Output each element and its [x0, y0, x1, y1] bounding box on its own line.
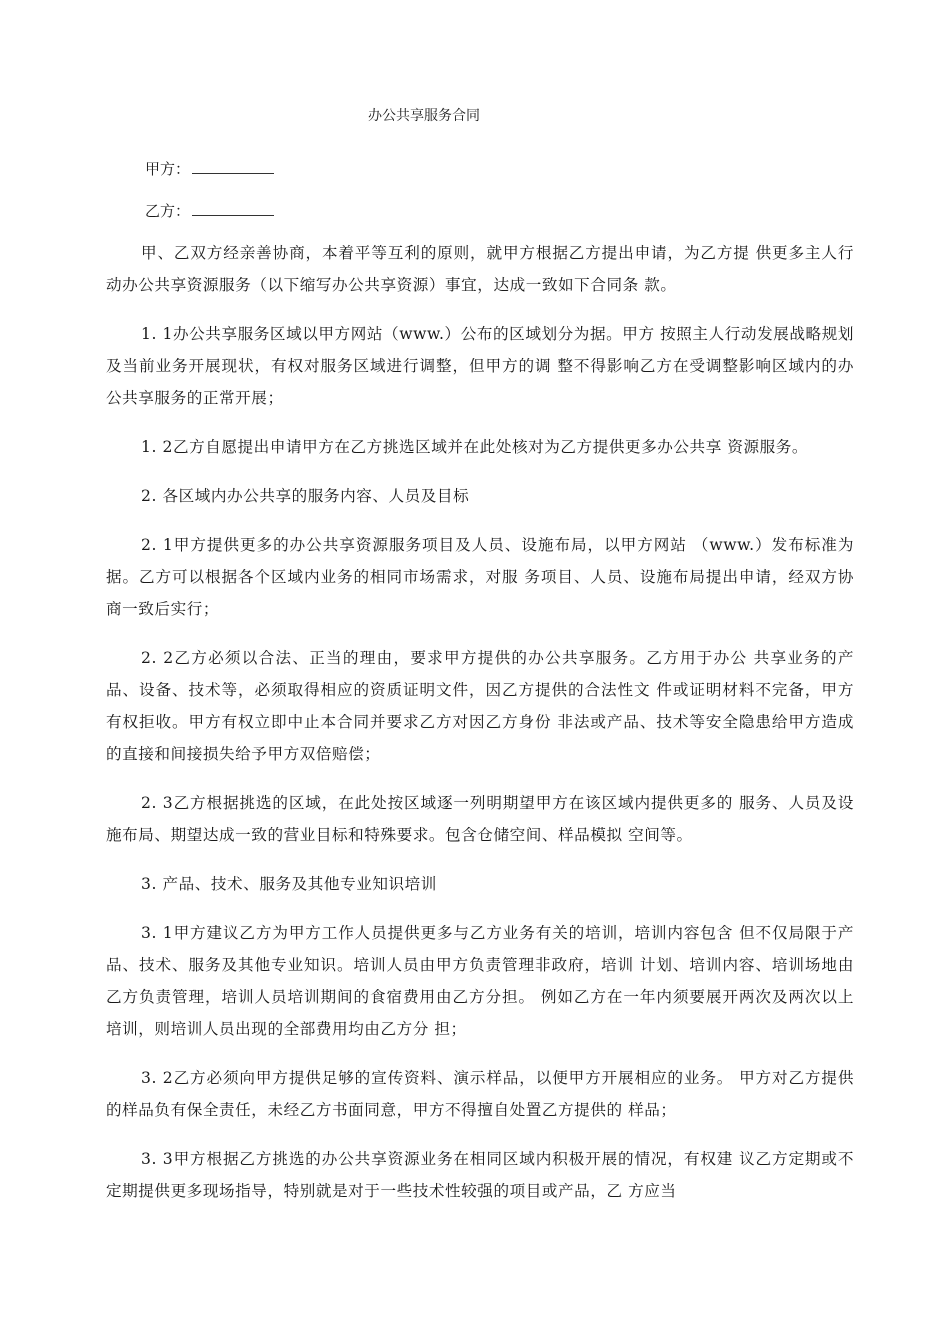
paragraph-1-2: 1. 2乙方自愿提出申请甲方在乙方挑选区域并在此处核对为乙方提供更多办公共享 资源服务。	[141, 438, 809, 456]
contract-body	[106, 237, 854, 1224]
paragraph-2-1: 2. 1甲方提供更多的办公共享资源服务项目及人员、设施布局，以甲方网站 （www.）发布标准为据。乙方可以根据各个区域内业务的相同市场需求，对服 务项目、人员、设施布局提出申请，经双方协商一致后实行；	[106, 536, 854, 618]
party-b-line	[145, 199, 274, 223]
party-b-label: 乙方：	[145, 202, 191, 220]
document-title: 办公共享服务合同	[368, 108, 480, 124]
paragraph-3-3: 3. 3甲方根据乙方挑选的办公共享资源业务在相同区域内积极开展的情况，有权建 议乙方定期或不定期提供更多现场指导，特别就是对于一些技术性较强的项目或产品，乙 方应当	[106, 1150, 854, 1200]
party-a-blank	[192, 159, 274, 174]
section-heading-2: 2. 各区域内办公共享的服务内容、人员及目标	[141, 487, 470, 505]
section-heading-3: 3. 产品、技术、服务及其他专业知识培训	[141, 875, 437, 893]
paragraph-1-1: 1. 1办公共享服务区域以甲方网站（www.）公布的区域划分为据。甲方 按照主人行动发展战略规划及当前业务开展现状，有权对服务区域进行调整，但甲方的调 整不得影响乙方在受调整影响区域内的办公共享服务的正常开展；	[106, 325, 854, 407]
paragraph-intro: 甲、乙双方经亲善协商，本着平等互利的原则，就甲方根据乙方提出申请，为乙方提 供更多主人行动办公共享资源服务（以下缩写办公共享资源）事宜，达成一致如下合同条 款。	[106, 244, 854, 294]
paragraph-3-1: 3. 1甲方建议乙方为甲方工作人员提供更多与乙方业务有关的培训，培训内容包含 但不仅局限于产品、技术、服务及其他专业知识。培训人员由甲方负责管理非政府，培训 计划、培训内容、培训场地由乙方负责管理，培训人员培训期间的食宿费用由乙方分担。 例如乙方在一年内须要展开两次及两次以上培训，则培训人员出现的全部费用均由乙方分 担；	[106, 924, 854, 1038]
party-a-line	[145, 157, 274, 181]
party-a-label: 甲方：	[145, 160, 191, 178]
paragraph-2-3: 2. 3乙方根据挑选的区域，在此处按区域逐一列明期望甲方在该区域内提供更多的 服务、人员及设施布局、期望达成一致的营业目标和特殊要求。包含仓储空间、样品模拟 空间等。	[106, 794, 854, 844]
paragraph-2-2: 2. 2乙方必须以合法、正当的理由，要求甲方提供的办公共享服务。乙方用于办公 共享业务的产品、设备、技术等，必须取得相应的资质证明文件，因乙方提供的合法性文 件或证明材料不完备，甲方有权拒收。甲方有权立即中止本合同并要求乙方对因乙方身份 非法或产品、技术等安全隐患给甲方造成的直接和间接损失给予甲方双倍赔偿；	[106, 649, 854, 763]
party-b-blank	[192, 201, 274, 216]
paragraph-3-2: 3. 2乙方必须向甲方提供足够的宣传资料、演示样品，以便甲方开展相应的业务。 甲方对乙方提供的样品负有保全责任，未经乙方书面同意，甲方不得擅自处置乙方提供的 样品；	[106, 1069, 854, 1119]
